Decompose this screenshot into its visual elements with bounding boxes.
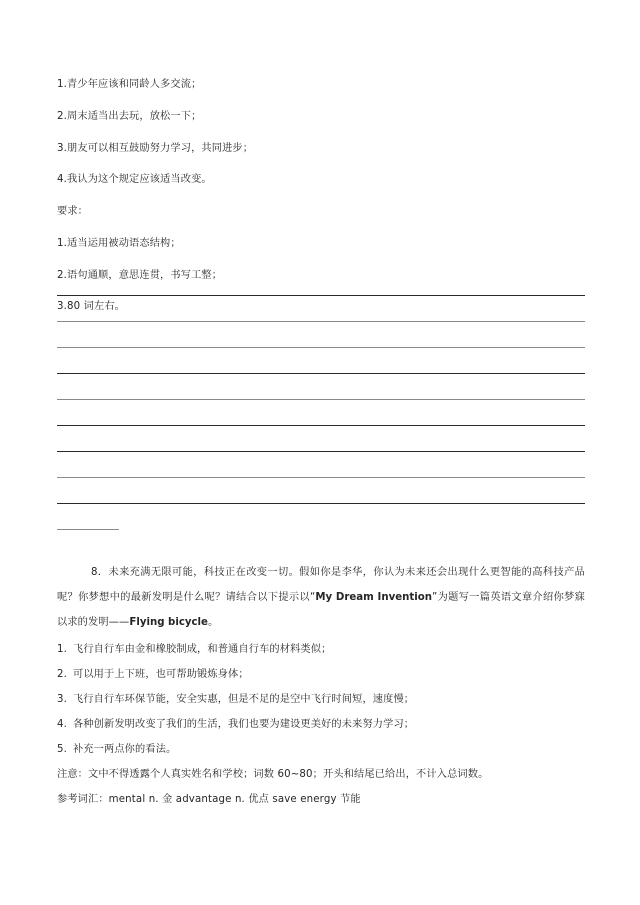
answer-line-row <box>57 289 585 315</box>
answer-line-row <box>57 471 585 497</box>
hint-text: 飞行自行车由金和橡胶制成，和普通自行车的材料类似； <box>73 644 332 655</box>
top-text-block <box>57 78 583 315</box>
answer-rule-7 <box>57 451 585 452</box>
top-list-item-4: 4.我认为这个规定应该适当改变。 <box>57 174 212 186</box>
hint-item-5 <box>57 737 585 762</box>
top-list-item-1: 1.青少年应该和同龄人多交流； <box>57 79 202 90</box>
answer-rule-9 <box>57 503 585 504</box>
answer-rule-8 <box>57 477 585 478</box>
answer-line-row <box>57 393 585 419</box>
question-8-prompt <box>57 560 585 635</box>
answer-line-row <box>57 419 585 445</box>
hint-text: 飞行自行车环保节能，安全实惠，但是不足的是空中飞行时间短，速度慢； <box>73 694 415 705</box>
top-list-item-2: 2.周末适当出去玩，放松一下； <box>57 110 202 122</box>
question-8-vocabulary: 参考词汇：mental n. 金 advantage n. 优点 save energy 节能 <box>57 794 361 805</box>
hint-number: 1. <box>57 644 68 655</box>
answer-line-row <box>57 315 585 341</box>
question-8-invention-english: Flying bicycle <box>129 617 208 628</box>
answer-line-row <box>57 497 585 523</box>
answer-rule-5 <box>57 399 585 400</box>
answer-rule-1 <box>57 295 585 296</box>
hint-item-3 <box>57 687 585 712</box>
hint-text: 各种创新发明改变了我们的生活，我们也要为建设更美好的未来努力学习； <box>73 719 415 730</box>
question-8-block <box>57 560 585 812</box>
question-8-prompt-line-3b: 。 <box>207 617 219 628</box>
requirement-item-2: 2.语句通顺，意思连贯，书写工整； <box>57 269 223 281</box>
hint-item-1 <box>57 637 585 662</box>
hint-number: 2. <box>57 669 68 680</box>
question-8-prompt-line-2b: ”为题写一篇英语文章介 <box>432 592 544 603</box>
top-list-item-3: 3.朋友可以相互鼓励努力学习，共同进步； <box>57 142 254 154</box>
hint-text: 可以用于上下班，也可帮助锻炼身体； <box>73 669 249 680</box>
answer-line-row <box>57 367 585 393</box>
requirement-item-3: 3.80 词左右。 <box>57 301 126 313</box>
question-8-title-english: My Dream Invention <box>315 592 432 603</box>
question-8-note: 注意：文中不得透露个人真实姓名和学校；词数 60~80；开头和结尾已给出，不计入总词数。 <box>57 769 489 780</box>
hint-number: 4. <box>57 719 68 730</box>
answer-rule-3 <box>57 347 585 348</box>
answer-line-row <box>57 341 585 367</box>
answer-line-row-short <box>57 523 585 549</box>
answer-rule-6 <box>57 425 585 426</box>
question-8-number: 8． <box>91 567 109 578</box>
hint-number: 5. <box>57 744 68 755</box>
answer-rule-tail <box>57 529 119 530</box>
hint-item-2 <box>57 662 585 687</box>
question-8-prompt-line-3a: 绍你梦寐以求的发明—— <box>57 592 585 628</box>
question-8-prompt-line-1: 未来充满无限可能，科技正在改变一切。假如你是李华，你认为未来还会出现什么更智能的高科 <box>108 567 554 578</box>
answer-lines-area <box>57 289 585 549</box>
requirements-heading: 要求： <box>57 206 89 218</box>
answer-rule-4 <box>57 373 585 374</box>
question-8-hint-list <box>57 637 585 762</box>
question-8-prompt-line-2a: 技产品呢？你梦想中的最新发明是什么呢？请结合以下提示以“ <box>57 567 585 603</box>
requirement-item-1: 1.适当运用被动语态结构； <box>57 237 181 249</box>
answer-line-row <box>57 445 585 471</box>
hint-item-4 <box>57 712 585 737</box>
hint-text: 补充一两点你的看法。 <box>73 744 177 755</box>
answer-rule-2 <box>57 321 585 322</box>
hint-number: 3. <box>57 694 68 705</box>
